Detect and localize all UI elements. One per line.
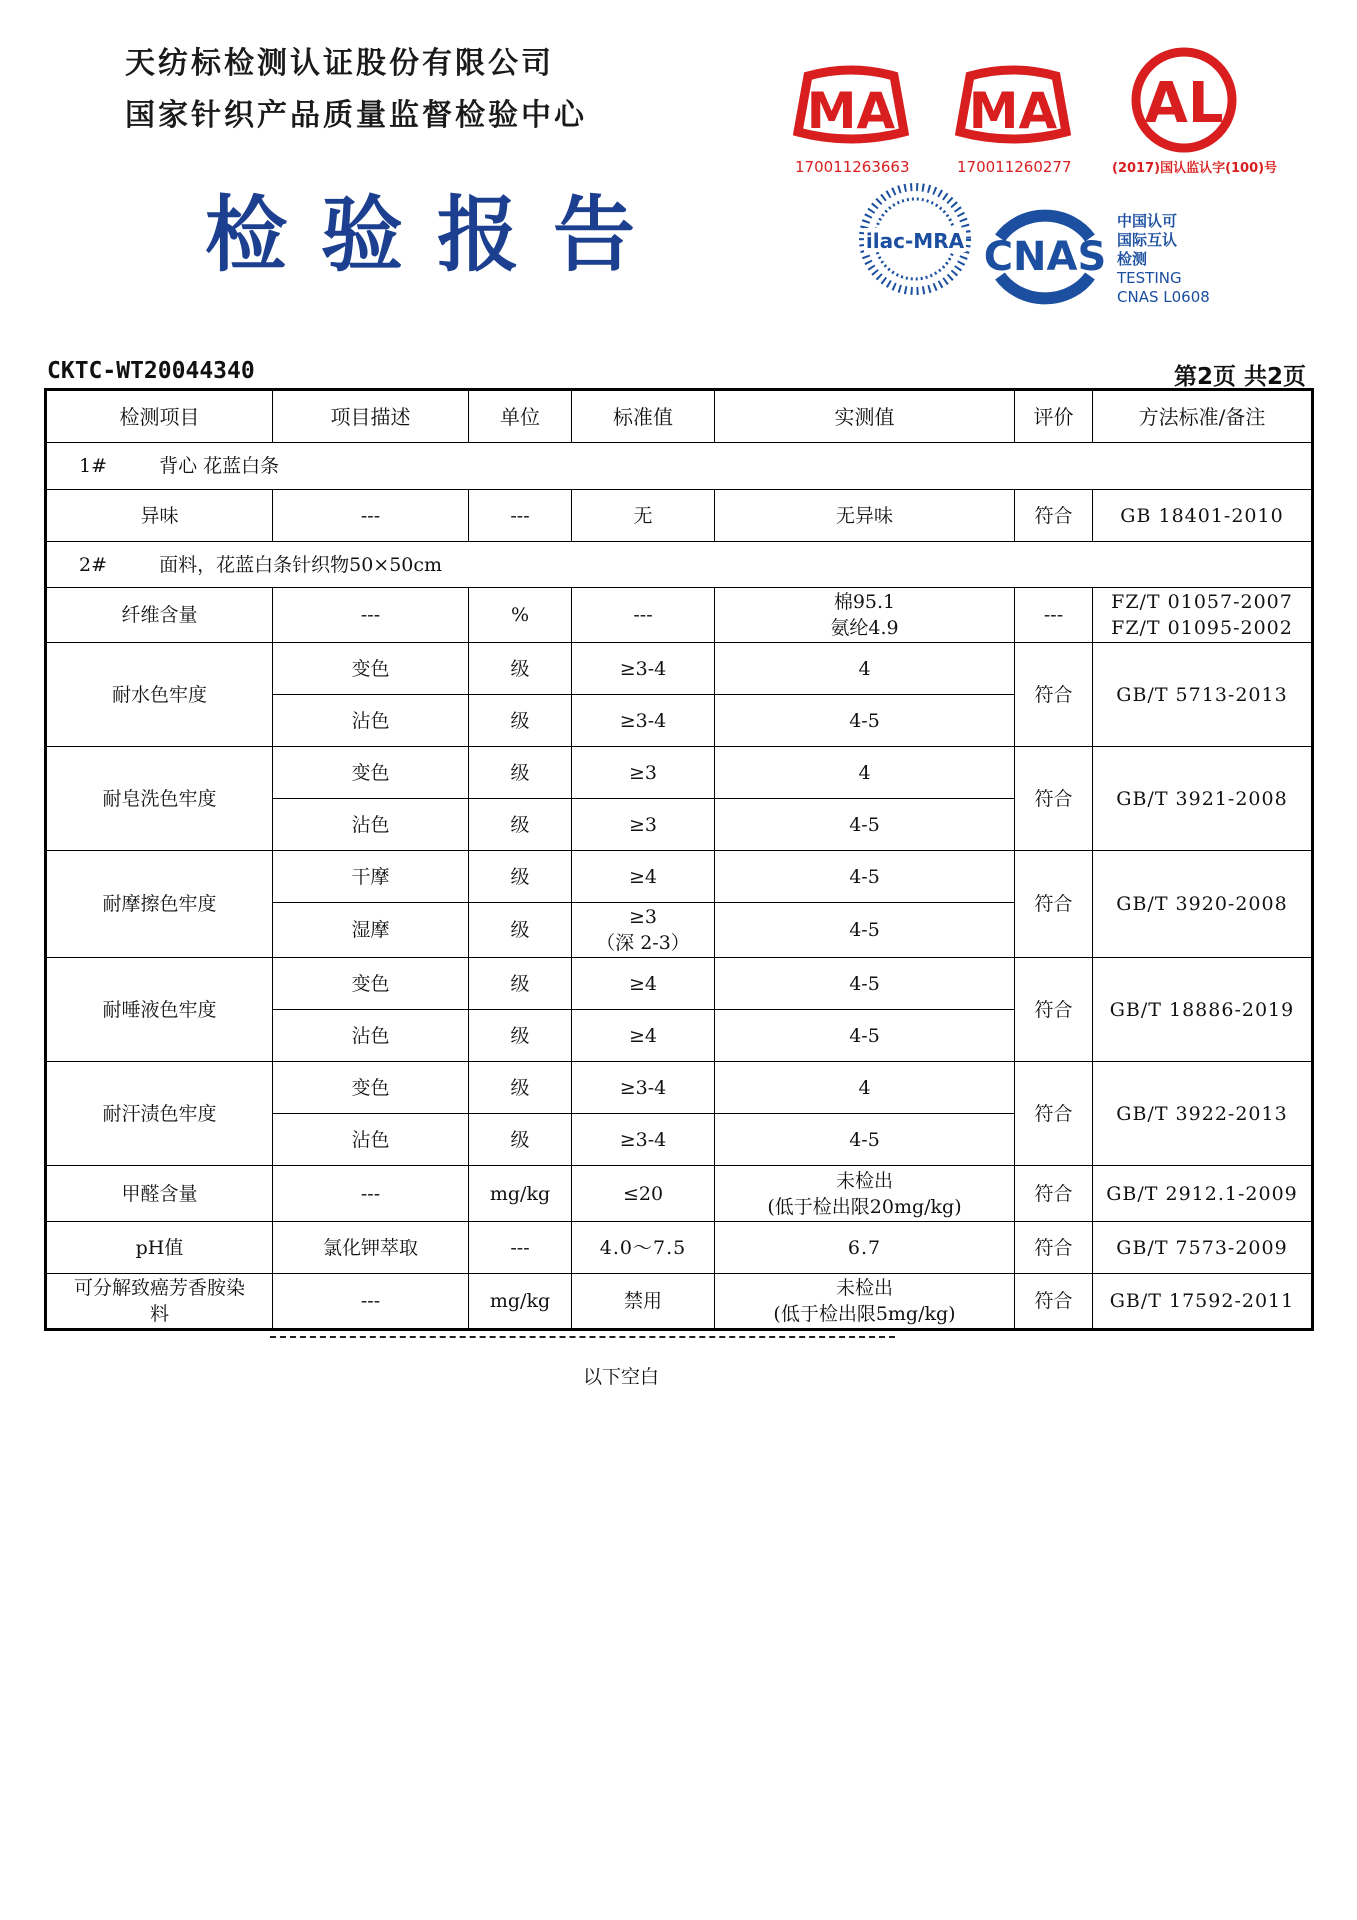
odor-description: --- — [273, 490, 469, 542]
cal-logo-text: AL — [1144, 71, 1224, 136]
report-number: CKTC-WT20044340 — [47, 358, 255, 384]
sweat-evaluation: 符合 — [1015, 1062, 1093, 1166]
soap-r1-standard: ≥3 — [572, 747, 715, 799]
fiber-description: --- — [273, 588, 469, 643]
saliva-evaluation: 符合 — [1015, 958, 1093, 1062]
cnas-caption-line-3: 检测 — [1117, 250, 1148, 268]
table-row-formaldehyde — [46, 1166, 1313, 1222]
azo-evaluation: 符合 — [1015, 1274, 1093, 1330]
soap-r1-result: 4 — [715, 747, 1015, 799]
formaldehyde-standard: ≤20 — [572, 1166, 715, 1222]
saliva-r2-result: 4-5 — [715, 1010, 1015, 1062]
rub-r2-result: 4-5 — [715, 903, 1015, 958]
formaldehyde-description: --- — [273, 1166, 469, 1222]
header-item: 检测项目 — [46, 390, 273, 443]
header-evaluation: 评价 — [1015, 390, 1093, 443]
sweat-r2-result: 4-5 — [715, 1114, 1015, 1166]
rub-r2-standard — [572, 903, 715, 958]
soap-r2-result: 4-5 — [715, 799, 1015, 851]
odor-item: 异味 — [46, 490, 273, 542]
soap-method: GB/T 3921-2008 — [1093, 747, 1313, 851]
fiber-unit: % — [469, 588, 572, 643]
results-table — [44, 388, 1314, 1331]
sample-1-description: 背心 花蓝白条 — [159, 455, 280, 477]
formaldehyde-unit: mg/kg — [469, 1166, 572, 1222]
sample-1-cell — [46, 443, 1313, 490]
sample-2-label: 2# — [79, 553, 108, 576]
odor-result: 无异味 — [715, 490, 1015, 542]
ph-method: GB/T 7573-2009 — [1093, 1222, 1313, 1274]
sweat-method: GB/T 3922-2013 — [1093, 1062, 1313, 1166]
formaldehyde-evaluation: 符合 — [1015, 1166, 1093, 1222]
fiber-result-spandex: 氨纶4.9 — [830, 617, 899, 639]
formaldehyde-item: 甲醛含量 — [46, 1166, 273, 1222]
table-row-rub-1 — [46, 851, 1313, 903]
ilac-mra-logo — [858, 182, 972, 296]
sweat-r2-standard: ≥3-4 — [572, 1114, 715, 1166]
table-row-ph — [46, 1222, 1313, 1274]
formaldehyde-method: GB/T 2912.1-2009 — [1093, 1166, 1313, 1222]
saliva-method: GB/T 18886-2019 — [1093, 958, 1313, 1062]
ph-standard: 4.0～7.5 — [572, 1222, 715, 1274]
azo-standard: 禁用 — [572, 1274, 715, 1330]
ilac-mra-text: ilac-MRA — [865, 229, 965, 253]
water-method: GB/T 5713-2013 — [1093, 643, 1313, 747]
azo-method: GB/T 17592-2011 — [1093, 1274, 1313, 1330]
formaldehyde-result-2: (低于检出限20mg/kg) — [767, 1195, 962, 1218]
sweat-r1-result: 4 — [715, 1062, 1015, 1114]
water-r2-unit: 级 — [469, 695, 572, 747]
sweat-r1-unit: 级 — [469, 1062, 572, 1114]
azo-item-1: 可分解致癌芳香胺染 — [73, 1277, 245, 1299]
water-r1-description: 变色 — [273, 643, 469, 695]
table-row-water-1 — [46, 643, 1313, 695]
saliva-r2-description: 沾色 — [273, 1010, 469, 1062]
odor-evaluation: 符合 — [1015, 490, 1093, 542]
water-r2-description: 沾色 — [273, 695, 469, 747]
azo-result-1: 未检出 — [835, 1277, 893, 1299]
rub-item: 耐摩擦色牢度 — [46, 851, 273, 958]
cma-logo-2-text: MA — [968, 82, 1058, 140]
water-item: 耐水色牢度 — [46, 643, 273, 747]
saliva-r2-standard: ≥4 — [572, 1010, 715, 1062]
cnas-logo-text: CNAS — [983, 234, 1107, 280]
sweat-item: 耐汗渍色牢度 — [46, 1062, 273, 1166]
saliva-r1-description: 变色 — [273, 958, 469, 1010]
report-title: 检验报告 — [205, 188, 670, 283]
fiber-method-1: FZ/T 01057-2007 — [1111, 591, 1293, 613]
azo-result — [715, 1274, 1015, 1330]
saliva-item: 耐唾液色牢度 — [46, 958, 273, 1062]
fiber-standard: --- — [572, 588, 715, 643]
fiber-method — [1093, 588, 1313, 643]
end-divider — [270, 1336, 895, 1338]
cnas-logo — [980, 202, 1110, 312]
formaldehyde-result — [715, 1166, 1015, 1222]
ph-description: 氯化钾萃取 — [273, 1222, 469, 1274]
sample-2-description: 面料，花蓝白条针织物50×50cm — [159, 553, 443, 576]
water-evaluation: 符合 — [1015, 643, 1093, 747]
rub-r1-unit: 级 — [469, 851, 572, 903]
page-info: 第2页 共2页 — [1173, 364, 1306, 390]
rub-r2-description: 湿摩 — [273, 903, 469, 958]
water-r2-result: 4-5 — [715, 695, 1015, 747]
header-result: 实测值 — [715, 390, 1015, 443]
sweat-r1-standard: ≥3-4 — [572, 1062, 715, 1114]
ph-unit: --- — [469, 1222, 572, 1274]
soap-evaluation: 符合 — [1015, 747, 1093, 851]
sweat-r1-description: 变色 — [273, 1062, 469, 1114]
cnas-caption-line-1: 中国认可 — [1117, 212, 1178, 230]
fiber-item: 纤维含量 — [46, 588, 273, 643]
ph-evaluation: 符合 — [1015, 1222, 1093, 1274]
header-unit: 单位 — [469, 390, 572, 443]
cnas-caption-line-4: TESTING — [1117, 269, 1182, 287]
ph-result: 6.7 — [715, 1222, 1015, 1274]
rub-r2-standard-1: ≥3 — [628, 906, 657, 928]
rub-r2-unit: 级 — [469, 903, 572, 958]
soap-r2-unit: 级 — [469, 799, 572, 851]
azo-unit: mg/kg — [469, 1274, 572, 1330]
saliva-r1-standard: ≥4 — [572, 958, 715, 1010]
cma-logo-1 — [790, 62, 912, 154]
water-r1-standard: ≥3-4 — [572, 643, 715, 695]
saliva-r2-unit: 级 — [469, 1010, 572, 1062]
table-row-odor — [46, 490, 1313, 542]
sample-1-row — [46, 443, 1313, 490]
rub-r2-standard-2: （深 2-3） — [596, 932, 690, 954]
azo-item-2: 料 — [149, 1303, 169, 1325]
soap-r1-description: 变色 — [273, 747, 469, 799]
fiber-result — [715, 588, 1015, 643]
cma-logo-1-text: MA — [806, 82, 896, 140]
sample-1-label: 1# — [79, 455, 108, 477]
sample-2-cell — [46, 542, 1313, 588]
fiber-evaluation: --- — [1015, 588, 1093, 643]
soap-r2-standard: ≥3 — [572, 799, 715, 851]
rub-r1-description: 干摩 — [273, 851, 469, 903]
soap-r1-unit: 级 — [469, 747, 572, 799]
formaldehyde-result-1: 未检出 — [835, 1169, 893, 1192]
ph-item: pH值 — [46, 1222, 273, 1274]
table-row-soap-1 — [46, 747, 1313, 799]
org-name-line-1: 天纺标检测认证股份有限公司 — [125, 46, 554, 81]
cma-logo-2 — [952, 62, 1074, 154]
cma-number-2: 170011260277 — [957, 158, 1072, 176]
odor-method: GB 18401-2010 — [1093, 490, 1313, 542]
header-method: 方法标准/备注 — [1093, 390, 1313, 443]
table-row-saliva-1 — [46, 958, 1313, 1010]
rub-r1-standard: ≥4 — [572, 851, 715, 903]
header-description: 项目描述 — [273, 390, 469, 443]
table-header-row — [46, 390, 1313, 443]
azo-description: --- — [273, 1274, 469, 1330]
blank-below-text: 以下空白 — [583, 1366, 660, 1388]
org-name-line-2: 国家针织产品质量监督检验中心 — [125, 98, 587, 133]
water-r2-standard: ≥3-4 — [572, 695, 715, 747]
header-standard: 标准值 — [572, 390, 715, 443]
fiber-result-cotton: 棉95.1 — [833, 591, 896, 613]
cnas-caption-line-5: CNAS L0608 — [1117, 288, 1210, 306]
odor-unit: --- — [469, 490, 572, 542]
cma-number-1: 170011263663 — [795, 158, 910, 176]
sweat-r2-unit: 级 — [469, 1114, 572, 1166]
table-row-sweat-1 — [46, 1062, 1313, 1114]
sample-2-row — [46, 542, 1313, 588]
azo-item — [46, 1274, 273, 1330]
rub-method: GB/T 3920-2008 — [1093, 851, 1313, 958]
water-r1-result: 4 — [715, 643, 1015, 695]
soap-item: 耐皂洗色牢度 — [46, 747, 273, 851]
azo-result-2: (低于检出限5mg/kg) — [773, 1303, 956, 1325]
table-row-azo — [46, 1274, 1313, 1330]
fiber-method-2: FZ/T 01095-2002 — [1111, 617, 1293, 639]
sweat-r2-description: 沾色 — [273, 1114, 469, 1166]
organization-names — [125, 38, 587, 142]
cal-caption: (2017)国认监认字(100)号 — [1112, 161, 1278, 176]
cnas-caption — [1117, 212, 1210, 307]
cnas-caption-line-2: 国际互认 — [1117, 231, 1178, 249]
saliva-r1-unit: 级 — [469, 958, 572, 1010]
table-row-fiber — [46, 588, 1313, 643]
cal-logo — [1128, 46, 1240, 154]
saliva-r1-result: 4-5 — [715, 958, 1015, 1010]
water-r1-unit: 级 — [469, 643, 572, 695]
odor-standard: 无 — [572, 490, 715, 542]
rub-r1-result: 4-5 — [715, 851, 1015, 903]
soap-r2-description: 沾色 — [273, 799, 469, 851]
rub-evaluation: 符合 — [1015, 851, 1093, 958]
